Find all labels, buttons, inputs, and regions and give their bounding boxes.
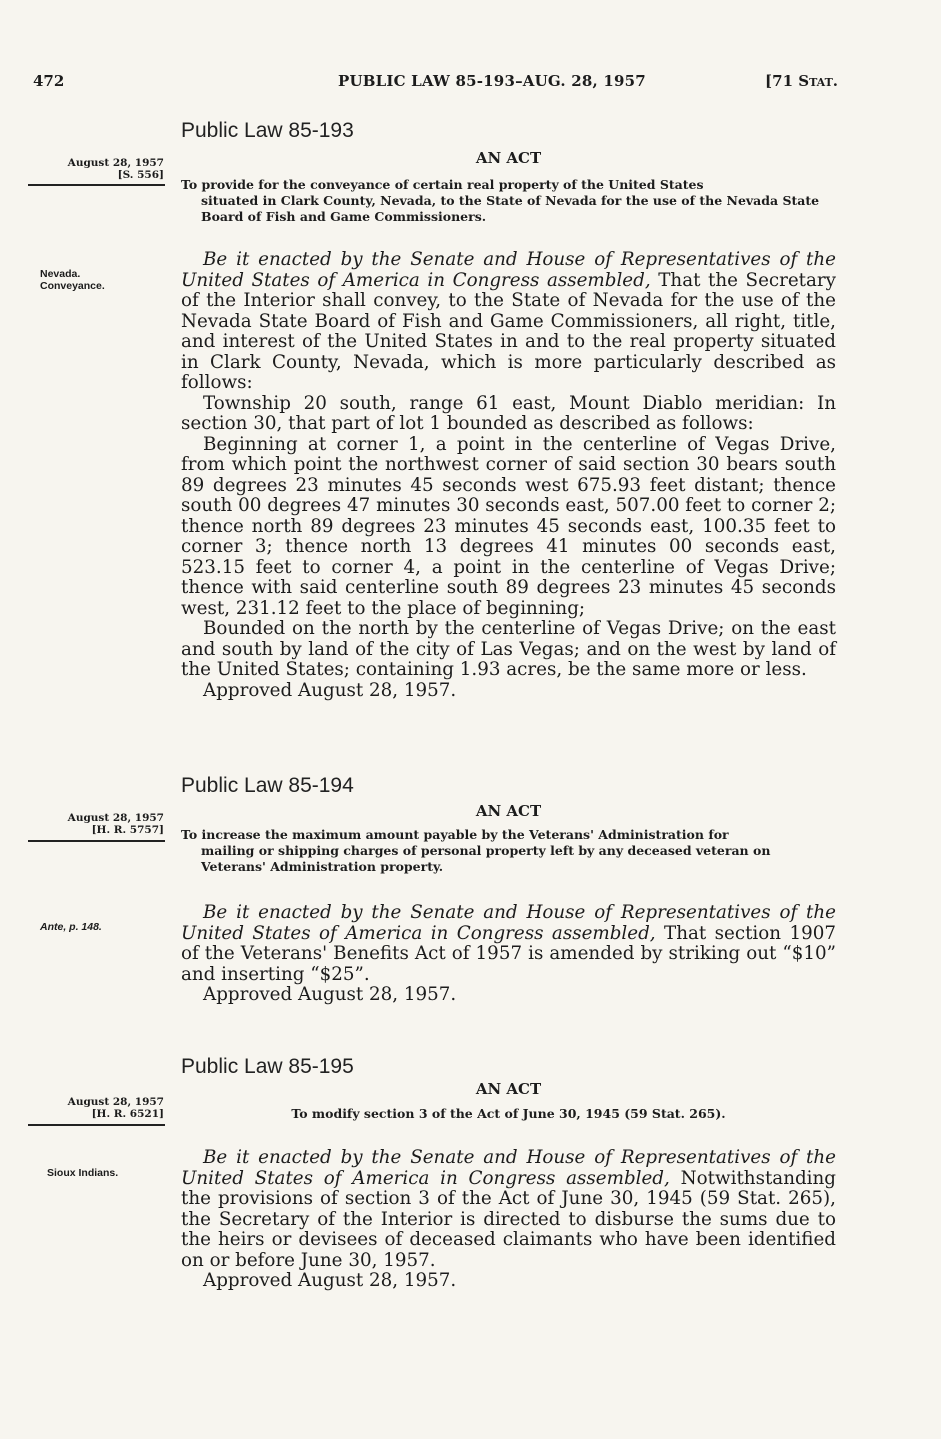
law-body-85-193 <box>181 250 836 701</box>
side-note-ante: Ante, p. 148. <box>40 921 102 933</box>
side-note-sioux-indians: Sioux Indians. <box>47 1167 119 1179</box>
law-body-85-195 <box>181 1148 836 1292</box>
enactment-date: August 28, 1957 <box>67 1096 164 1108</box>
purpose-continuation: mailing or shipping charges of personal property left by any deceased veteran on Veterans' Administration property. <box>201 843 771 874</box>
approval-date: Approved August 28, 1957. <box>203 984 457 1005</box>
purpose-85-194 <box>181 827 836 875</box>
approval-date: Approved August 28, 1957. <box>203 679 457 701</box>
enactment-date-85-193 <box>22 157 164 181</box>
purpose-first-line: To modify section 3 of the Act of June 30, 1945 (59 Stat. 265). <box>291 1106 726 1121</box>
law-body-85-194 <box>181 903 836 1006</box>
margin-rule <box>28 840 165 842</box>
township-description: Township 20 south, range 61 east, Mount Diablo meridian: In section 30, that part of lot 1 bounded as described as follows: <box>181 392 836 434</box>
section-text: Notwithstanding the provisions of section 3 of the Act of June 30, 1945 (59 Stat. 265), the Secretary of the Interior is directed to disburse the sums due to the heirs or devisees of deceased claimants who have been identified on or before June 30, 1957. <box>181 1167 836 1271</box>
purpose-continuation: situated in Clark County, Nevada, to the State of Nevada for the use of the Nevada State Board of Fish and Game Commissioners. <box>201 193 820 224</box>
volume-reference: [71 Stat. <box>765 72 838 90</box>
bill-number: [H. R. 6521] <box>91 1108 164 1120</box>
act-heading-85-193: AN ACT <box>475 149 542 167</box>
margin-rule <box>28 184 165 186</box>
act-heading-85-195: AN ACT <box>475 1080 542 1098</box>
enactment-date-85-194 <box>22 812 164 836</box>
purpose-first-line: To provide for the conveyance of certain real property of the United States <box>181 177 704 192</box>
section-text: That section 1907 of the Veterans' Benefits Act of 1957 is amended by striking out “$10” and inserting “$25”. <box>181 922 836 985</box>
act-heading-85-194: AN ACT <box>475 802 542 820</box>
page-number: 472 <box>33 72 65 90</box>
purpose-85-193 <box>181 177 836 225</box>
law-title-85-193: Public Law 85-193 <box>181 119 354 142</box>
enactment-date: August 28, 1957 <box>67 157 164 169</box>
running-header <box>33 72 838 94</box>
purpose-first-line: To increase the maximum amount payable by the Veterans' Administration for <box>181 827 729 842</box>
enacting-clause: Be it enacted by the Senate and House of Representatives of the United States of America in Congress assembled, <box>181 249 836 291</box>
bill-number: [H. R. 5757] <box>91 824 164 836</box>
bill-number: [S. 556] <box>117 169 164 181</box>
enactment-date-85-195 <box>22 1096 164 1120</box>
enacting-clause: Be it enacted by the Senate and House of Representatives of the United States of America in Congress assembled, <box>181 902 836 944</box>
enactment-date: August 28, 1957 <box>67 812 164 824</box>
purpose-85-195 <box>181 1106 836 1122</box>
enacting-clause: Be it enacted by the Senate and House of Representatives of the United States of America in Congress assembled, <box>181 1147 836 1189</box>
law-title-85-194: Public Law 85-194 <box>181 774 354 797</box>
running-title: PUBLIC LAW 85-193–AUG. 28, 1957 <box>338 72 646 90</box>
section-text: That the Secretary of the Interior shall convey, to the State of Nevada for the use of the Nevada State Board of Fish and Game Commissioners, all right, title, and interest of the United States in and to the real property situated in Clark County, Nevada, which is more particularly described as follows: <box>181 269 836 393</box>
boundary-summary: Bounded on the north by the centerline of Vegas Drive; on the east and south by land of the city of Las Vegas; and on the west by land of the United States; containing 1.93 acres, be the same more or less. <box>181 618 836 680</box>
law-title-85-195: Public Law 85-195 <box>181 1055 354 1078</box>
metes-and-bounds: Beginning at corner 1, a point in the centerline of Vegas Drive, from which point the northwest corner of said section 30 bears south 89 degrees 23 minutes 45 seconds west 675.93 feet distant; thence south 00 degrees 47 minutes 30 seconds east, 507.00 feet to corner 2; thence north 89 degrees 23 minutes 45 seconds east, 100.35 feet to corner 3; thence north 13 degrees 41 minutes 00 seconds east, 523.15 feet to corner 4, a point in the centerline of Vegas Drive; thence with said centerline south 89 degrees 23 minutes 45 seconds west, 231.12 feet to the place of beginning; <box>181 433 836 619</box>
margin-rule <box>28 1124 165 1126</box>
side-note-nevada-conveyance: Nevada. Conveyance. <box>40 268 105 292</box>
approval-date: Approved August 28, 1957. <box>203 1270 457 1291</box>
